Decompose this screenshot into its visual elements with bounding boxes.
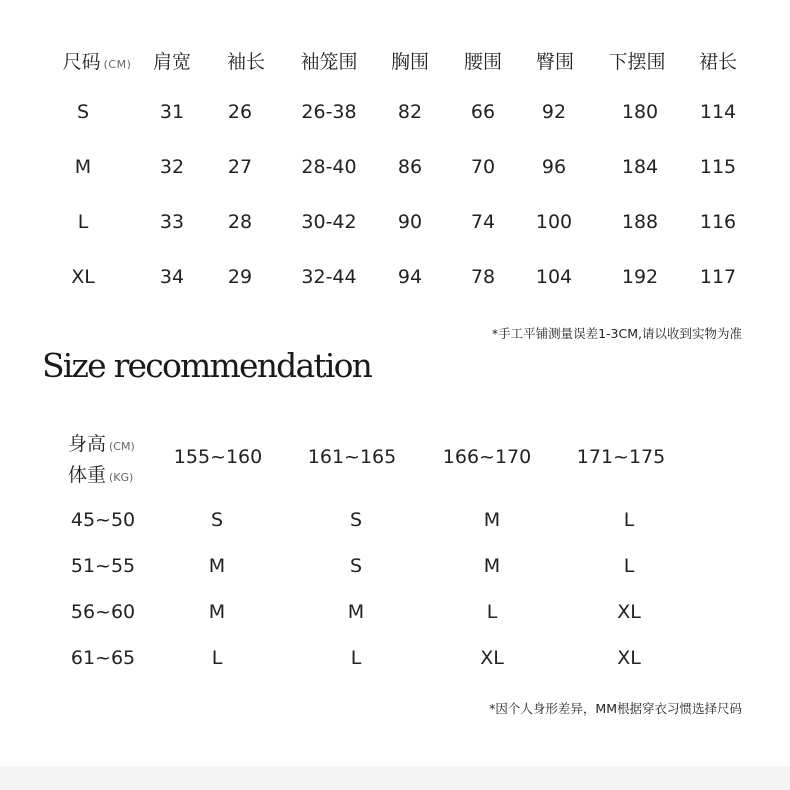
height-weight-label [68,430,135,492]
height-range-header: 171~175 [576,446,666,468]
recommended-size: L [350,647,362,669]
waist-column-header: 腰围 [463,51,503,73]
table-cell: 29 [227,266,253,288]
size-label: S [76,101,90,123]
recommended-size: XL [480,647,504,669]
table-cell: 96 [541,156,567,178]
chest-column-header: 胸围 [390,51,430,73]
table-cell: 32-44 [301,266,357,288]
size-chart-table [0,40,790,305]
weight-range: 56~60 [70,601,136,623]
weight-range: 45~50 [70,509,136,531]
recommended-size: M [208,555,226,577]
table-cell: 26 [227,101,253,123]
fit-note: *因个人身形差异，MM根据穿衣习惯选择尺码 [489,701,742,716]
table-cell: 92 [541,101,567,123]
table-cell: 188 [621,211,659,233]
weight-range: 51~55 [70,555,136,577]
size-row [0,140,790,195]
table-cell: 100 [535,211,573,233]
recommended-size: M [483,509,501,531]
weight-range: 61~65 [70,647,136,669]
height-label: 身高 (CM) [68,433,135,455]
hem-column-header: 下摆围 [608,51,666,73]
table-cell: 27 [227,156,253,178]
table-cell: 94 [397,266,423,288]
recommended-size: L [623,509,635,531]
table-cell: 31 [159,101,185,123]
recommended-size: M [208,601,226,623]
recommended-size: S [210,509,224,531]
recommended-size: M [483,555,501,577]
table-cell: 28-40 [301,156,357,178]
recommended-size: S [349,555,363,577]
table-cell: 74 [470,211,496,233]
table-cell: 117 [699,266,737,288]
sleeve-column-header: 袖长 [226,51,266,73]
table-cell: 33 [159,211,185,233]
table-cell: 28 [227,211,253,233]
table-cell: 180 [621,101,659,123]
size-row [0,195,790,250]
table-cell: 90 [397,211,423,233]
measurement-note: *手工平铺测量误差1-3CM,请以收到实物为准 [491,326,742,341]
table-cell: 104 [535,266,573,288]
size-label: L [77,211,89,233]
table-cell: 30-42 [301,211,357,233]
table-cell: 26-38 [301,101,357,123]
size-row [0,85,790,140]
table-cell: 70 [470,156,496,178]
recommended-size: M [347,601,365,623]
table-cell: 78 [470,266,496,288]
bottom-divider-band [0,766,790,790]
recommended-size: XL [617,647,641,669]
table-cell: 86 [397,156,423,178]
table-cell: 32 [159,156,185,178]
recommended-size: S [349,509,363,531]
height-range-header: 155~160 [173,446,263,468]
weight-label: 体重 (KG) [68,464,134,486]
shoulder-column-header: 肩宽 [152,51,192,73]
size-column-header: 尺码 (CM) [62,51,132,73]
table-cell: 114 [699,101,737,123]
table-cell: 66 [470,101,496,123]
table-cell: 34 [159,266,185,288]
armhole-column-header: 袖笼围 [300,51,358,73]
table-cell: 116 [699,211,737,233]
height-range-header: 161~165 [307,446,397,468]
size-recommendation-heading: Size recommendation [42,346,372,385]
size-row [0,250,790,305]
dress-length-column-header: 裙长 [698,51,738,73]
size-label: XL [71,266,95,288]
recommended-size: XL [617,601,641,623]
recommended-size: L [623,555,635,577]
table-cell: 192 [621,266,659,288]
recommended-size: L [211,647,223,669]
table-cell: 115 [699,156,737,178]
table-cell: 82 [397,101,423,123]
table-cell: 184 [621,156,659,178]
size-label: M [74,156,92,178]
size-chart-header-row [0,40,790,85]
hip-column-header: 臀围 [535,51,575,73]
recommended-size: L [486,601,498,623]
height-range-header: 166~170 [442,446,532,468]
